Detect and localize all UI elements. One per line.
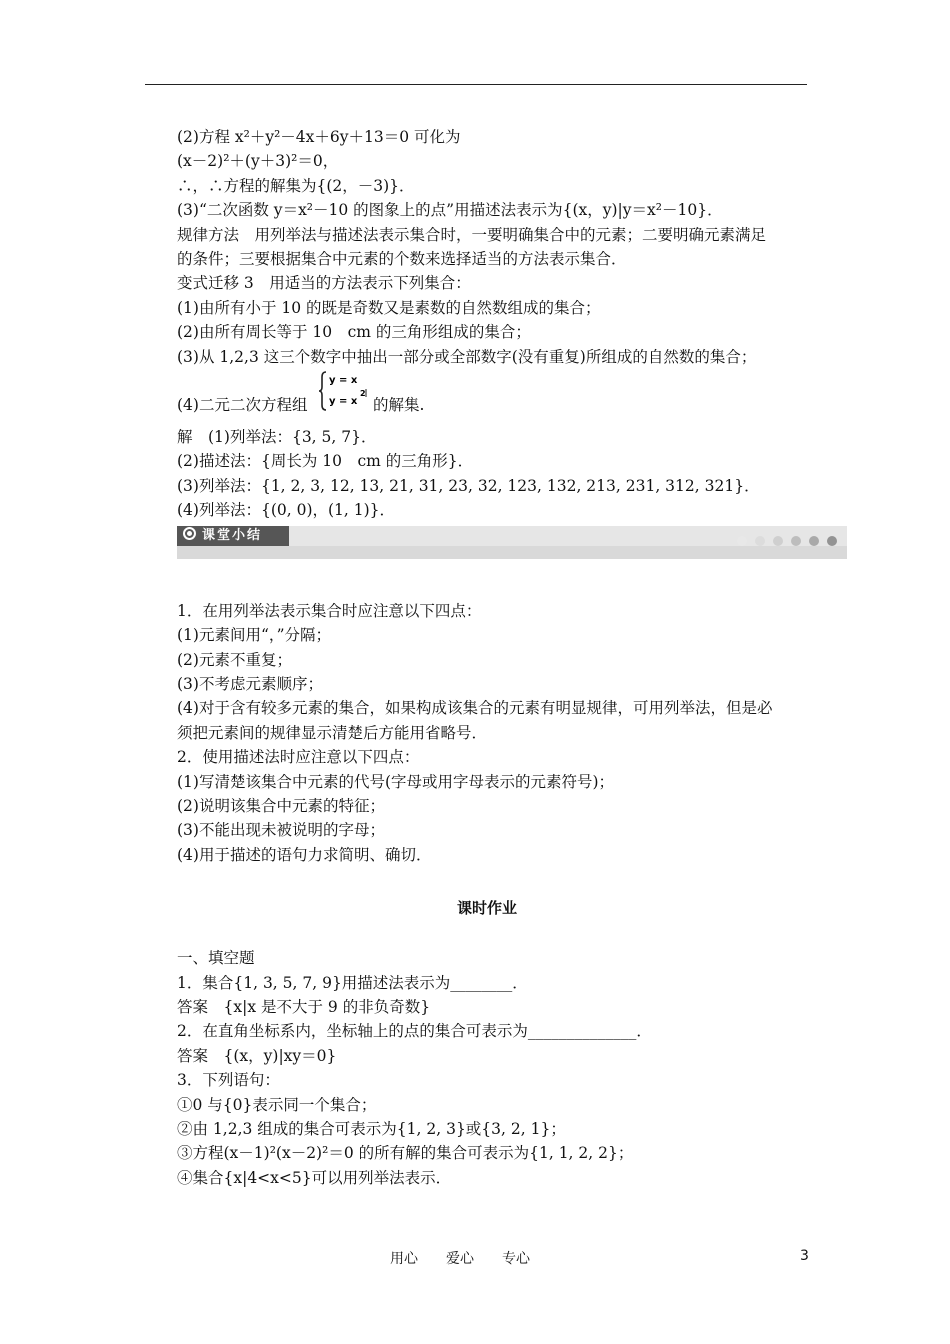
section-summary <box>177 599 817 867</box>
text-line: 1．集合{1, 3, 5, 7, 9}用描述法表示为________． <box>177 973 528 992</box>
dot-icon <box>737 536 747 546</box>
eq2-exponent: 2 <box>360 389 366 399</box>
text-line: 答案 {x|x 是不大于 9 的非负奇数} <box>177 997 431 1016</box>
summary-title-tab <box>177 526 289 546</box>
text-line: 1．在用列举法表示集合时应注意以下四点： <box>177 601 482 620</box>
text-line: 3．下列语句： <box>177 1071 280 1090</box>
page-number: 3 <box>800 1248 809 1264</box>
text-line: 的条件；三要根据集合中元素的个数来选择适当的方法表示集合． <box>177 250 627 269</box>
dot-icon <box>827 536 837 546</box>
text-line: 解 (1)列举法：{3, 5, 7}． <box>177 428 377 447</box>
text-line: 规律方法 用列举法与描述法表示集合时，一要明确集合中的元素；二要明确元素满足 <box>177 225 767 244</box>
text-line: (2)方程 x²＋y²－4x＋6y＋13＝0 可化为 <box>177 128 461 146</box>
text-line: (2)元素不重复； <box>177 650 292 669</box>
dot-icon <box>809 536 819 546</box>
text-line: (4)列举法：{(0, 0)，(1, 1)}． <box>177 501 396 520</box>
text-line: ③方程(x－1)²(x－2)²＝0 的所有解的集合可表示为{1, 1, 2, 2}； <box>177 1144 634 1163</box>
document-body <box>177 125 817 1190</box>
text-line: (1)由所有小于 10 的既是奇数又是素数的自然数组成的集合； <box>177 298 601 317</box>
text-line: (2)描述法：{周长为 10 cm 的三角形}． <box>177 452 474 471</box>
text-line: ∴，∴方程的解集为{(2，－3)}． <box>177 176 415 195</box>
text-line: (3)不考虑元素顺序； <box>177 674 323 693</box>
summary-title: 课堂小结 <box>202 527 263 543</box>
text-line: (3)从 1,2,3 这三个数字中抽出一部分或全部数字(没有重复)所组成的自然数的集合； <box>177 347 757 366</box>
text-line: 2．使用描述法时应注意以下四点： <box>177 748 420 767</box>
text-line: (2)说明该集合中元素的特征； <box>177 796 385 815</box>
text-line: 变式迁移 3 用适当的方法表示下列集合： <box>177 274 471 293</box>
text-line: (3)“二次函数 y＝x²－10 的图象上的点”用描述法表示为{(x，y)|y＝x²－10}． <box>177 201 723 220</box>
text-line: (4)用于描述的语句力求简明、确切． <box>177 845 432 864</box>
dot-icon <box>755 536 765 546</box>
text-line: (4)对于含有较多元素的集合，如果构成该集合的元素有明显规律，可用列举法，但是必 <box>177 699 773 718</box>
section-a <box>177 125 817 369</box>
text-line: ④集合{x|4<x<5}可以用列举法表示． <box>177 1168 452 1187</box>
text-line: 2．在直角坐标系内，坐标轴上的点的集合可表示为______________． <box>177 1022 652 1041</box>
text-line: 一、填空题 <box>177 949 255 968</box>
eq2: y = x <box>329 396 358 408</box>
text-line: (3)不能出现未被说明的字母； <box>177 821 385 840</box>
dot-icon <box>791 536 801 546</box>
decorative-dots <box>729 531 837 541</box>
bar-bottom-band <box>177 546 847 559</box>
summary-section-bar <box>177 526 847 559</box>
text-line: ②由 1,2,3 组成的集合可表示为{1, 2, 3}或{3, 2, 1}； <box>177 1120 566 1138</box>
text-line: (x－2)²＋(y＋3)²＝0， <box>177 152 339 171</box>
text-line: ①0 与{0}表示同一个集合； <box>177 1095 377 1114</box>
text-line: (2)由所有周长等于 10 cm 的三角形组成的集合； <box>177 323 531 342</box>
section-homework <box>177 946 817 1190</box>
homework-title: 课时作业 <box>456 899 517 918</box>
equation-system-line <box>177 369 817 421</box>
section-solution <box>177 425 817 523</box>
text-line: (1)元素间用“，”分隔； <box>177 626 332 645</box>
bullseye-icon <box>183 527 196 540</box>
text-line: (1)写清楚该集合中元素的代号(字母或用字母表示的元素符号)； <box>177 772 615 791</box>
text-line: (3)列举法：{1, 2, 3, 12, 13, 21, 31, 23, 32, 123, 132, 213, 231, 312, 321}． <box>177 476 760 495</box>
equation-system-image <box>317 369 371 413</box>
text-line: 须把元素间的规律显示清楚后方能用省略号． <box>177 723 488 742</box>
header-rule <box>145 84 807 85</box>
eq1: y = x <box>329 375 358 387</box>
system-label: (4)二元二次方程组 <box>177 396 308 415</box>
footer-slogan: 用心 爱心 专心 <box>390 1251 530 1267</box>
system-tail: 的解集. <box>373 396 425 415</box>
text-line: 答案 {(x，y)|xy＝0} <box>177 1046 337 1065</box>
dot-icon <box>773 536 783 546</box>
